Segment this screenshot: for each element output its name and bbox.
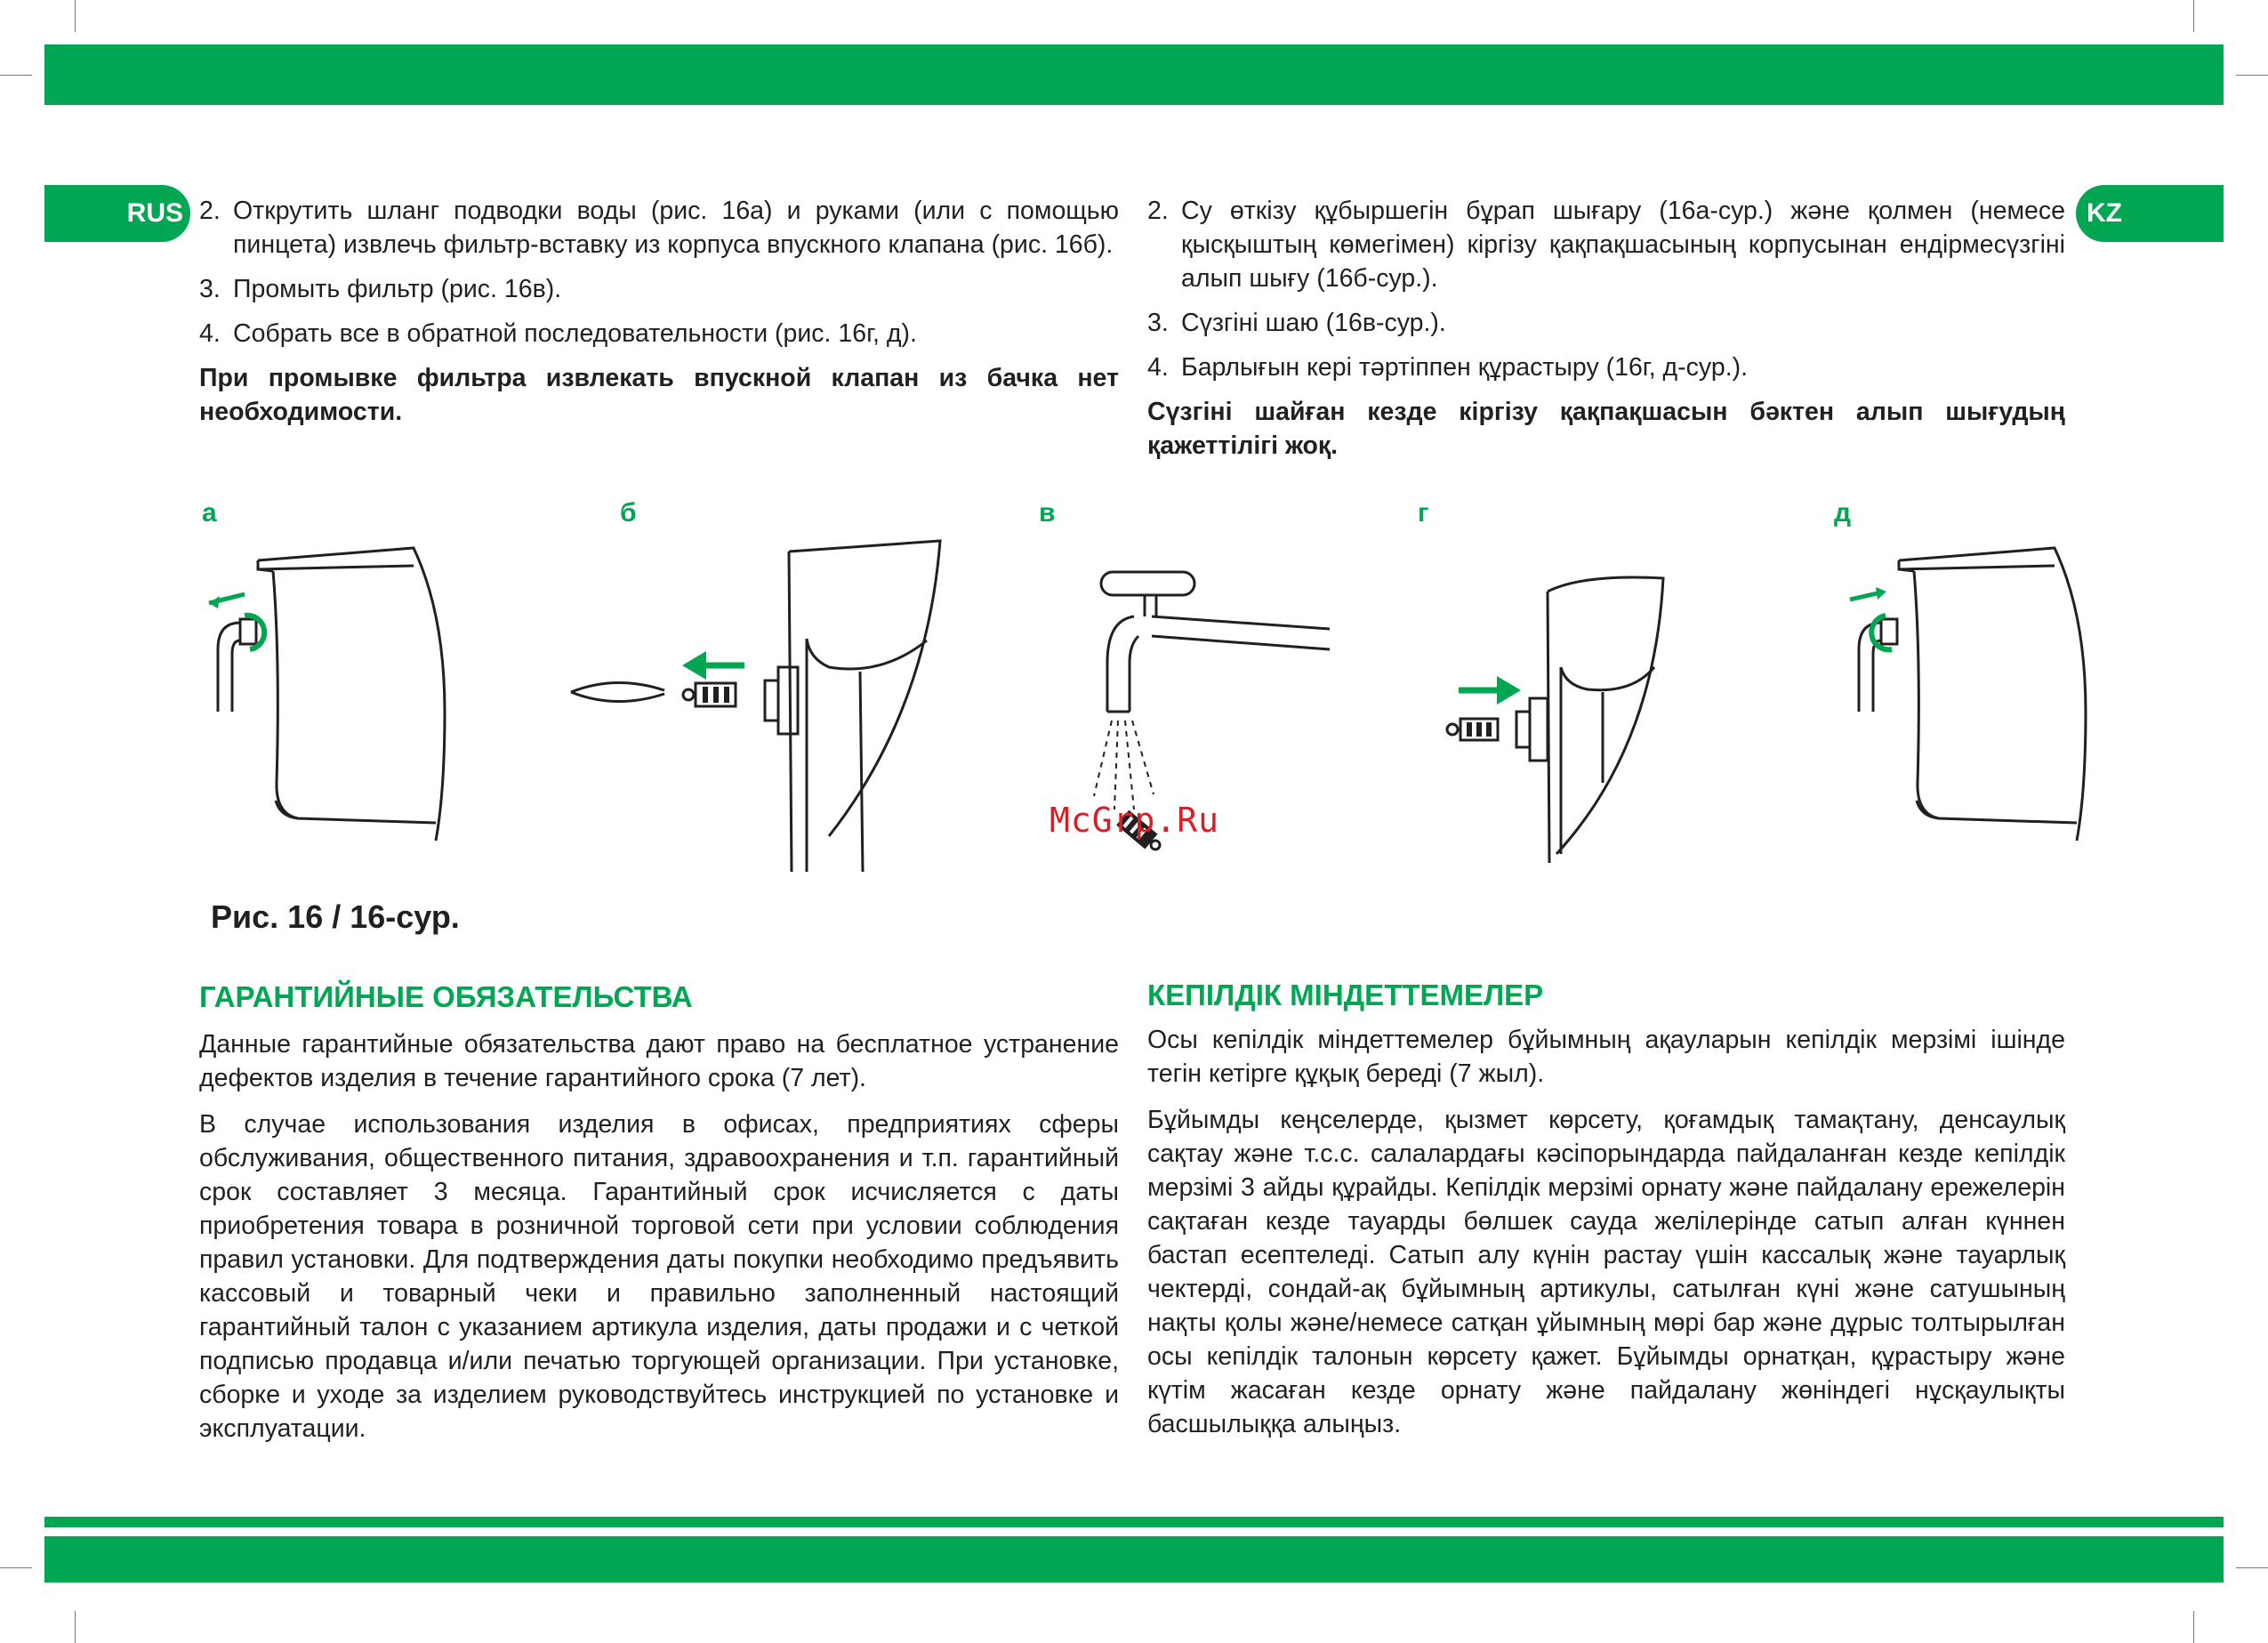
kz-step bbox=[1147, 306, 2065, 340]
rus-warranty-body bbox=[199, 1027, 1119, 1458]
rus-warranty-paragraph: В случае использования изделия в офисах, предприятиях сферы обслуживания, общественного питания, здравоохранения и т.п. гарантийный срок составляет 3 месяца. Гарантийный срок исчисляется с даты приобретения товара в розничной торговой сети при условии соблюдения правил установки. Для подтверждения даты покупки необходимо предъявить кассовый и товарный чеки и правильно заполненный настоящий гарантийный талон с указанием артикула изделия, даты продажи и с четкой подписью продавца и/или печатью торгующей организации. При установке, сборке и уходе за изделием руководствуйтесь инструкцией по установке и эксплуатации. bbox=[199, 1110, 1119, 1443]
figure-g-filter-insertion bbox=[1441, 569, 1779, 872]
rus-warranty-paragraph: Данные гарантийные обязательства дают право на бесплатное устранение дефектов изделия в течение гарантийного срока (7 лет). bbox=[199, 1030, 1119, 1092]
language-tab-kz: KZ bbox=[2076, 185, 2224, 242]
kz-warranty-body bbox=[1147, 1023, 2065, 1454]
crop-mark bbox=[0, 1567, 32, 1568]
figure-label-v: в bbox=[1039, 498, 1056, 528]
crop-mark bbox=[75, 0, 76, 32]
step-number: 3. bbox=[199, 275, 221, 303]
figure-label-b: б bbox=[620, 498, 637, 528]
watermark: McGrp.Ru bbox=[1050, 801, 1220, 840]
language-tab-rus: RUS bbox=[44, 185, 190, 242]
figure-b-filter-extraction bbox=[562, 534, 962, 890]
step-number: 3. bbox=[1147, 309, 1169, 337]
crop-mark bbox=[2193, 1611, 2194, 1643]
step-number: 2. bbox=[199, 197, 221, 225]
kz-warranty-paragraph: Осы кепілдік міндеттемелер бұйымның ақауларын кепілдік мерзімі ішінде тегін кетірге құқық береді (7 жыл). bbox=[1147, 1026, 2065, 1088]
step-text: Сүзгіні шаю (16в-сур.). bbox=[1181, 309, 1446, 337]
kz-instructions bbox=[1147, 194, 2065, 471]
top-green-bar bbox=[44, 44, 2224, 105]
step-number: 4. bbox=[1147, 353, 1169, 382]
kz-step bbox=[1147, 350, 2065, 384]
step-text: Су өткізу құбыршегін бұрап шығару (16а-сур.) және қолмен (немесе қысқыштың көмегімен) кіргізу қақпақшасының корпусынан ендірмесүзгіні алып шығу (16б-сур.). bbox=[1181, 197, 2065, 293]
rus-note: При промывке фильтра извлекать впускной клапан из бачка нет необходимости. bbox=[199, 364, 1119, 426]
rus-step bbox=[199, 317, 1119, 350]
step-number: 2. bbox=[1147, 197, 1169, 225]
kz-warranty-heading: КЕПІЛДІК МІНДЕТТЕМЕЛЕР bbox=[1147, 979, 1544, 1011]
step-text: Открутить шланг подводки воды (рис. 16а) и руками (или с помощью пинцета) извлечь фильтр-вставку из корпуса впускного клапана (рис. 16б). bbox=[233, 197, 1119, 259]
step-text: Промыть фильтр (рис. 16в). bbox=[233, 275, 562, 303]
crop-mark bbox=[2236, 1567, 2268, 1568]
crop-mark bbox=[0, 75, 32, 76]
figure-caption: Рис. 16 / 16-сур. bbox=[211, 898, 460, 935]
figure-a-hose-removal bbox=[191, 534, 449, 845]
figure-label-g: г bbox=[1418, 498, 1429, 528]
figure-label-a: а bbox=[202, 498, 217, 528]
bottom-green-rule bbox=[44, 1517, 2224, 1527]
rus-instructions bbox=[199, 194, 1119, 438]
figure-d-hose-reattachment bbox=[1837, 534, 2103, 845]
kz-step bbox=[1147, 194, 2065, 295]
crop-mark bbox=[2236, 75, 2268, 76]
step-text: Собрать все в обратной последовательности (рис. 16г, д). bbox=[233, 319, 917, 348]
rus-step bbox=[199, 194, 1119, 262]
step-number: 4. bbox=[199, 319, 221, 348]
rus-step bbox=[199, 272, 1119, 306]
kz-note: Сүзгіні шайған кезде кіргізу қақпақшасын бәктен алып шығудың қажеттілігі жоқ. bbox=[1147, 398, 2065, 460]
rus-warranty-heading: ГАРАНТИЙНЫЕ ОБЯЗАТЕЛЬСТВА bbox=[199, 980, 693, 1013]
crop-mark bbox=[75, 1611, 76, 1643]
bottom-green-bar bbox=[44, 1536, 2224, 1583]
crop-mark bbox=[2193, 0, 2194, 32]
figure-label-d: д bbox=[1834, 498, 1852, 528]
step-text: Барлығын кері тәртіппен құрастыру (16г, д-сур.). bbox=[1181, 353, 1749, 382]
kz-warranty-paragraph: Бұйымды кеңселерде, қызмет көрсету, қоғамдық тамақтану, денсаулық сақтау және т.с.с. салалардағы кәсіпорындарда пайдаланған кезде кепілдік мерзімі 3 айды құрайды. Кепілдік мерзімі орнату және пайдалану ережелерін сақтаған кезде тауарды бөлшек сауда желілерінде сатып алған күннен бастап есептеледі. Сатып алу күнін растау үшін кассалық және тауарлық чектерді, сондай-ақ бұйымның артикулы, сатылған күні және сатушының нақты қолы және/немесе сатқан ұйымның мөрі бар және дұрыс толтырылған осы кепілдік талонын көрсету қажет. Бұйымды орнатқан, құрастыру және күтім жасаған кезде орнату және пайдалану жөніндегі нұсқаулықты басшылыққа алыңыз. bbox=[1147, 1106, 2065, 1438]
